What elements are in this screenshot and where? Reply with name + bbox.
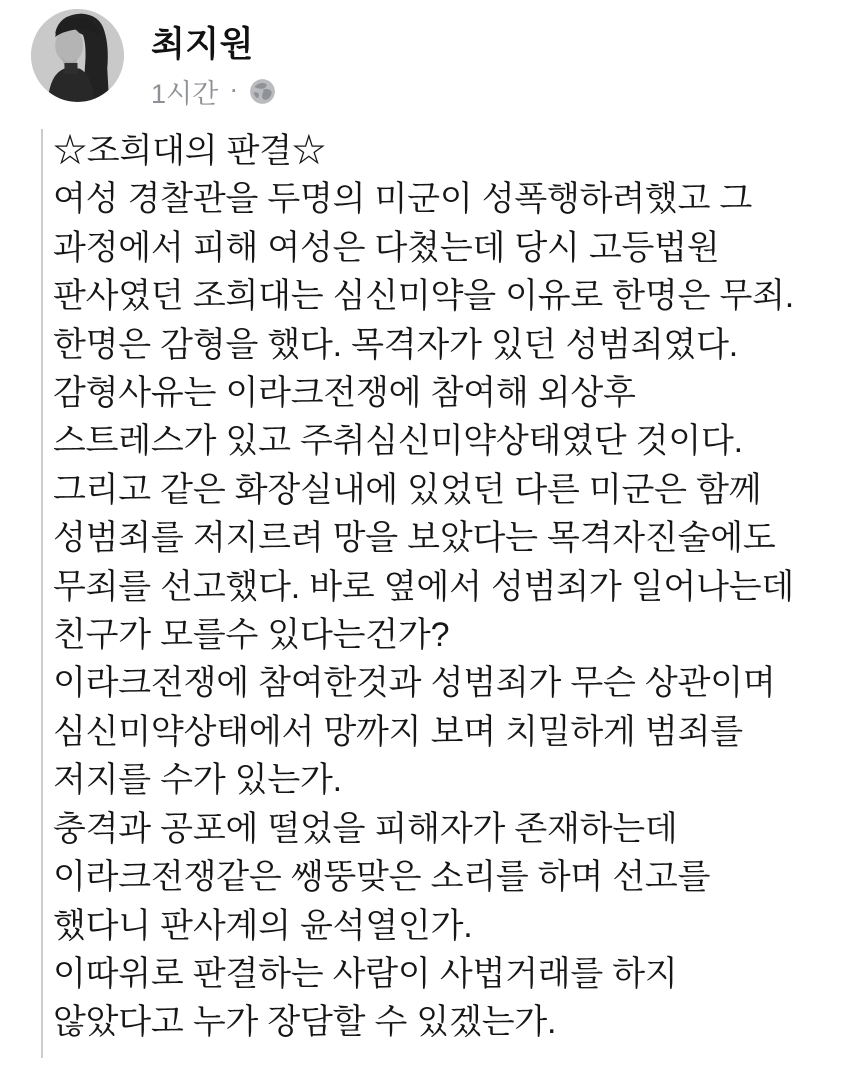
body-line: 이라크전쟁에 참여한것과 성범죄가 무슨 상관이며 bbox=[53, 664, 776, 703]
body-line: 그리고 같은 화장실내에 있었던 다른 미군은 함께 bbox=[53, 470, 762, 509]
body-line: 이라크전쟁같은 쌩뚱맞은 소리를 하며 선고를 bbox=[53, 858, 711, 897]
avatar[interactable] bbox=[31, 9, 124, 102]
body-line: 친구가 모를수 있다는건가? bbox=[53, 616, 450, 655]
body-line: 한명은 감형을 했다. 목격자가 있던 성범죄였다. bbox=[53, 325, 738, 364]
left-rule bbox=[41, 129, 43, 1058]
post-meta bbox=[151, 72, 276, 111]
post-body bbox=[53, 127, 838, 1047]
body-line: 저지를 수가 있는가. bbox=[53, 761, 342, 800]
body-line: 판사였던 조희대는 심신미약을 이유로 한명은 무죄. bbox=[53, 277, 794, 316]
timestamp[interactable]: 1시간 bbox=[151, 79, 219, 109]
body-line: 과정에서 피해 여성은 다쳤는데 당시 고등법원 bbox=[53, 228, 720, 267]
profile-photo bbox=[31, 9, 124, 102]
body-line: ☆조희대의 판결☆ bbox=[53, 132, 326, 170]
meta-separator: · bbox=[229, 74, 239, 104]
body-line: 충격과 공포에 떨었을 피해자가 존재하는데 bbox=[53, 809, 678, 848]
body-line: 스트레스가 있고 주취심신미약상태였단 것이다. bbox=[53, 422, 743, 461]
body-line: 무죄를 선고했다. 바로 옆에서 성범죄가 일어나는데 bbox=[53, 567, 795, 606]
globe-icon bbox=[249, 78, 276, 105]
body-line: 여성 경찰관을 두명의 미군이 성폭행하려했고 그 bbox=[53, 180, 753, 219]
body-line: 않았다고 누가 장담할 수 있겠는가. bbox=[53, 1003, 557, 1042]
author-name[interactable]: 최지원 bbox=[151, 25, 254, 64]
body-line: 이따위로 판결하는 사람이 사법거래를 하지 bbox=[53, 954, 678, 993]
body-line: 했다니 판사계의 윤석열인가. bbox=[53, 906, 473, 945]
body-line: 감형사유는 이라크전쟁에 참여해 외상후 bbox=[53, 374, 636, 413]
body-line: 성범죄를 저지르려 망을 보았다는 목격자진술에도 bbox=[53, 519, 776, 558]
body-line: 심신미약상태에서 망까지 보며 치밀하게 범죄를 bbox=[53, 712, 743, 751]
post-header bbox=[0, 0, 850, 120]
